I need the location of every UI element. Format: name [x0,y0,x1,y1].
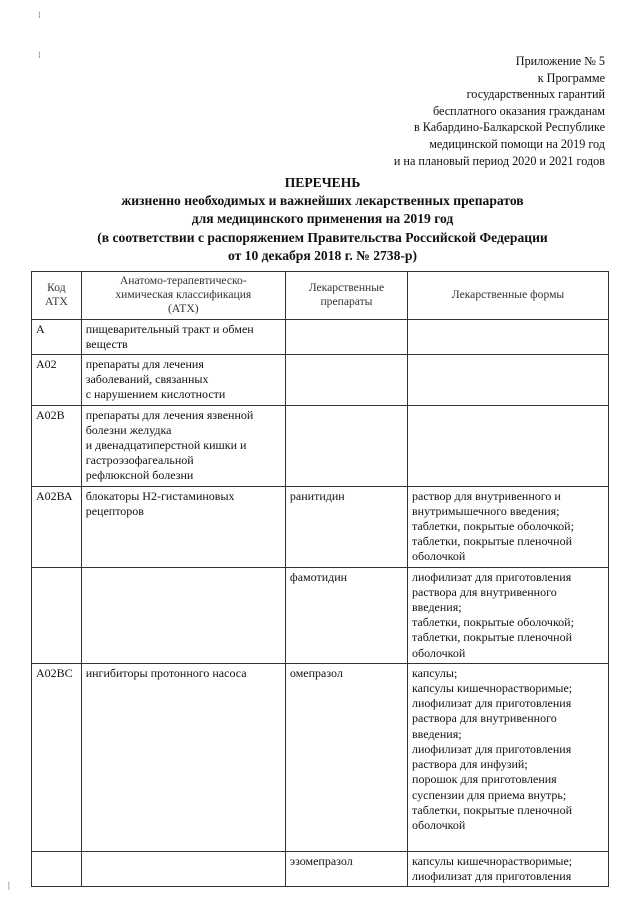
header-drugs [285,272,407,320]
cell-line: раствора для внутривенного [412,584,557,599]
cell-line: рецепторов [85,503,144,518]
cell-forms [408,486,609,567]
table-row [32,355,609,406]
cell-line: и двенадцатиперстной кишки и [85,438,247,453]
title-line: для медицинского применения на 2019 год [191,211,454,227]
atx-table [31,271,609,887]
cell-forms [408,663,609,851]
cell-line: введения; [412,600,462,615]
title-line: от 10 декабря 2018 г. № 2738-р) [227,247,417,263]
cell-line: гастроэзофагеальной [85,453,194,468]
cell-line: оболочкой [412,645,466,660]
table-row [32,851,609,886]
cell-line: веществ [85,336,128,351]
cell-atx-code: А02В [32,405,82,486]
cell-line: оболочкой [412,549,466,564]
cell-drug [285,319,407,354]
cell-atx-code: А02ВС [32,663,82,851]
cell-line: таблетки, покрытые оболочкой; [412,615,574,630]
appendix-line: к Программе [537,70,605,85]
header-line: (АТХ) [168,302,199,316]
table-body [32,319,609,887]
appendix-line: медицинской помощи на 2019 год [429,136,605,151]
table-row [32,663,609,851]
cell-drug: омепразол [285,663,407,851]
title-line: (в соответствии с распоряжением Правительства Российской Федерации [97,229,548,245]
table-row [32,567,609,663]
cell-line: суспензии для приема внутрь; [412,787,567,802]
cell-line: раствора для внутривенного [412,711,557,726]
appendix-line: и на плановый период 2020 и 2021 годов [393,153,605,168]
cell-classification [81,851,285,886]
appendix-line: Приложение № 5 [515,54,605,68]
cell-forms [408,355,609,406]
header-line: препараты [320,295,373,309]
header-code [32,272,82,320]
cell-classification [81,405,285,486]
appendix-line: бесплатного оказания гражданам [433,103,605,118]
appendix-block [345,53,605,169]
cell-drug: эзомепразол [285,851,407,886]
cell-drug: фамотидин [285,567,407,663]
cell-line: введения; [412,726,462,741]
header-line: Лекарственные формы [451,288,565,302]
cell-line: лиофилизат для приготовления [412,869,572,884]
cell-line: капсулы кишечнорастворимые; [412,853,573,868]
cell-line: болезни желудка [85,422,172,437]
cell-line: блокаторы Н2-гистаминовых [85,488,235,503]
header-forms [408,272,609,320]
header-line: АТХ [44,295,68,309]
cell-line: порошок для приготовления [412,772,557,787]
header-classification [81,272,285,320]
table-row [32,486,609,567]
cell-classification [81,567,285,663]
cell-drug [285,405,407,486]
cell-line: таблетки, покрытые пленочной [412,802,573,817]
table-row [32,319,609,354]
appendix-line: государственных гарантий [466,87,605,102]
scan-mark: ⁝ [38,50,41,60]
table-row [32,405,609,486]
cell-line: оболочкой [412,817,466,832]
cell-drug: ранитидин [285,486,407,567]
cell-line: таблетки, покрытые пленочной [412,534,573,549]
scan-mark: ⁝ [38,10,41,20]
cell-classification [81,319,285,354]
cell-line: таблетки, покрытые пленочной [412,630,573,645]
cell-line: ингибиторы протонного насоса [85,665,247,680]
cell-forms [408,851,609,886]
header-line: Анатомо-терапевтическо- [119,274,247,287]
cell-line: лиофилизат для приготовления [412,696,572,711]
cell-line: таблетки, покрытые оболочкой; [412,519,574,534]
appendix-line: в Кабардино-Балкарской Республике [413,120,605,135]
cell-line: раствор для внутривенного и [412,488,561,503]
cell-line: внутримышечного введения; [412,503,560,518]
cell-atx-code [32,567,82,663]
cell-line: препараты для лечения язвенной [85,407,254,422]
cell-line: препараты для лечения [85,357,204,372]
cell-line: лиофилизат для приготовления [412,569,572,584]
cell-forms [408,319,609,354]
cell-atx-code [32,851,82,886]
header-line: Лекарственные [308,281,385,295]
cell-line: пищеварительный тракт и обмен [85,321,254,336]
header-line: Код [47,281,66,295]
cell-forms [408,405,609,486]
cell-line: с нарушением кислотности [85,387,226,402]
cell-line: лиофилизат для приготовления [412,741,572,756]
cell-line: капсулы; [412,665,458,680]
cell-classification [81,355,285,406]
document-title [30,174,615,265]
title-line: ПЕРЕЧЕНЬ [284,175,361,190]
cell-atx-code: А02 [32,355,82,406]
cell-forms [408,567,609,663]
cell-classification [81,663,285,851]
cell-line: заболеваний, связанных [85,372,209,387]
cell-classification [81,486,285,567]
title-line: жизненно необходимых и важнейших лекарственных препаратов [121,193,524,209]
cell-drug [285,355,407,406]
scan-mark: | [8,880,10,890]
cell-line: раствора для инфузий; [412,757,528,772]
cell-atx-code: А [32,319,82,354]
table-header-row [32,272,609,320]
header-line: химическая классификация [115,288,252,302]
cell-line: капсулы кишечнорастворимые; [412,681,573,696]
cell-line: рефлюксной болезни [85,468,194,483]
cell-atx-code: А02ВА [32,486,82,567]
